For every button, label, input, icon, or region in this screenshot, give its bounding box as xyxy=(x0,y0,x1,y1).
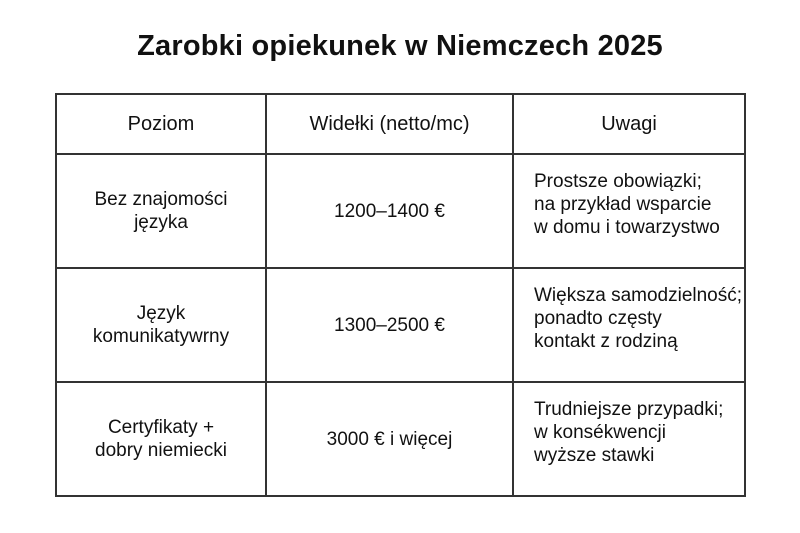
table-row xyxy=(56,154,745,268)
header-level: Poziom xyxy=(56,94,266,154)
page-title: Zarobki opiekunek w Niemczech 2025 xyxy=(137,30,663,62)
level-cell: Certyfikaty + dobry niemiecki xyxy=(56,382,266,496)
notes-cell: Większa samodzielność; ponadto częsty kontakt z rodziną xyxy=(513,268,745,382)
notes-cell: Prostsze obowiązki; na przykład wsparcie w domu i towarzystwo xyxy=(513,154,745,268)
range-cell: 1300–2500 € xyxy=(266,268,513,382)
range-cell: 1200–1400 € xyxy=(266,154,513,268)
header-range: Widełki (netto/mc) xyxy=(266,94,513,154)
notes-cell: Trudniejsze przypadki; w konsékwencji wyższe stawki xyxy=(513,382,745,496)
header-notes: Uwagi xyxy=(513,94,745,154)
table-row xyxy=(56,382,745,496)
table-header-row xyxy=(56,94,745,154)
range-cell: 3000 € i więcej xyxy=(266,382,513,496)
table-row xyxy=(56,268,745,382)
level-cell: Język komunikatywrny xyxy=(56,268,266,382)
level-cell: Bez znajomości języka xyxy=(56,154,266,268)
earnings-table xyxy=(55,93,746,497)
